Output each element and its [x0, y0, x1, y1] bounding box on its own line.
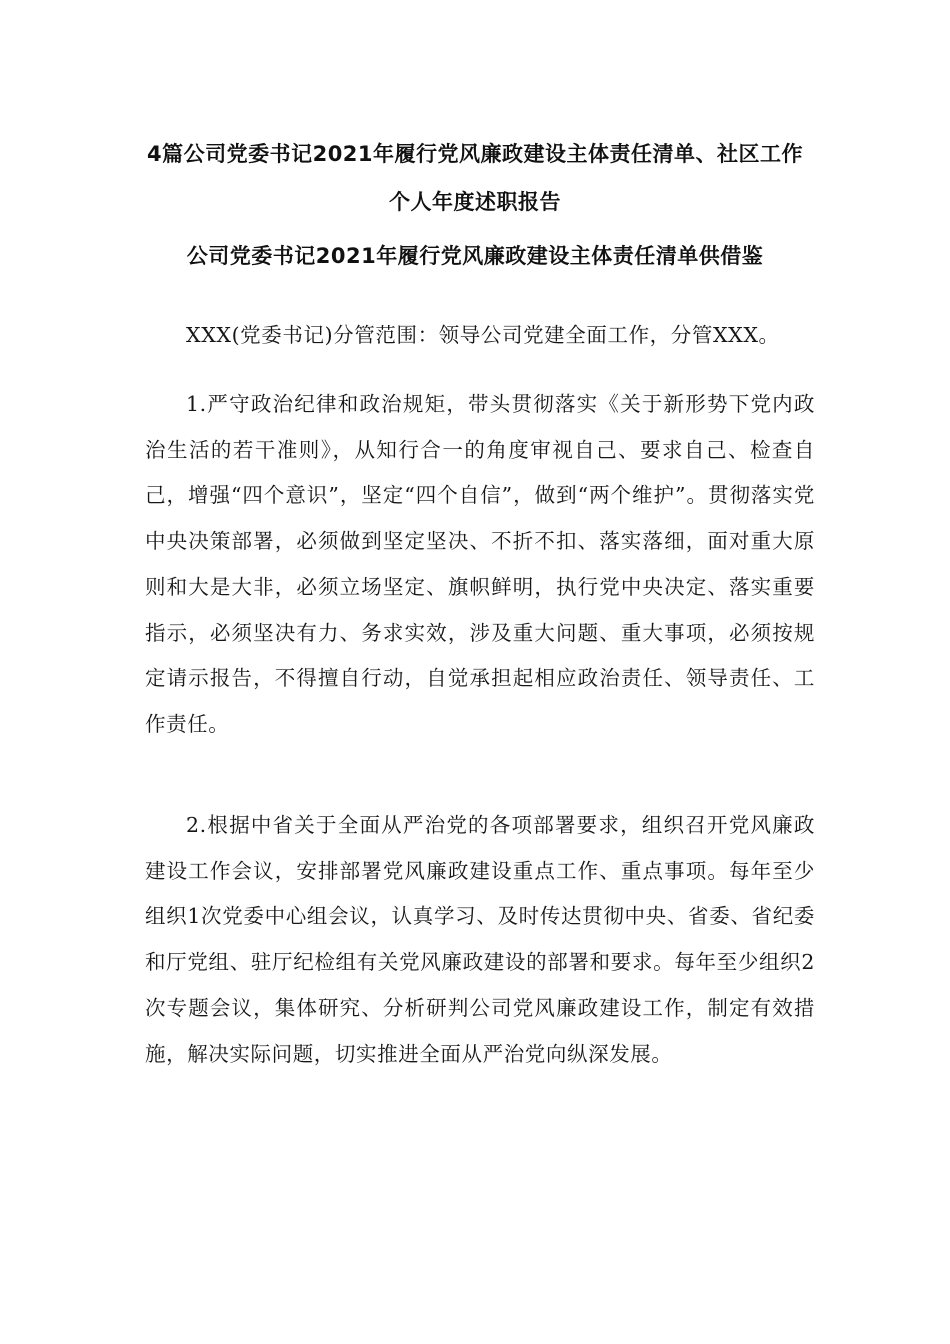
item-paragraph-2 — [145, 803, 815, 1077]
document-sub-title: 公司党委书记2021年履行党风廉政建设主体责任清单供借鉴 — [186, 244, 764, 268]
item-1-text: 1.严守政治纪律和政治规矩，带头贯彻落实《关于新形势下党内政治生活的若干准则》，从知行合一的角度审视自己、要求自己、检查自己，增强“四个意识”，坚定“四个自信”，做到“两个维护”。贯彻落实党中央决策部署，必须做到坚定坚决、不折不扣、落实落细，面对重大原则和大是大非，必须立场坚定、旗帜鲜明，执行党中央决定、落实重要指示，必须坚决有力、务求实效，涉及重大问题、重大事项，必须按规定请示报告，不得擅自行动，自觉承担起相应政治责任、领导责任、工作责任。 — [145, 392, 815, 736]
item-paragraph-1 — [145, 382, 815, 748]
scope-text: XXX(党委书记)分管范围：领导公司党建全面工作，分管XXX。 — [186, 323, 780, 347]
document-main-title: 4篇公司党委书记2021年履行党风廉政建设主体责任清单、社区工作个人年度述职报告 — [146, 142, 804, 214]
item-2-text: 2.根据中省关于全面从严治党的各项部署要求，组织召开党风廉政建设工作会议，安排部署党风廉政建设重点工作、重点事项。每年至少组织1次党委中心组会议，认真学习、及时传达贯彻中央、省委、省纪委和厅党组、驻厅纪检组有关党风廉政建设的部署和要求。每年至少组织2次专题会议，集体研究、分析研判公司党风廉政建设工作，制定有效措施，解决实际问题，切实推进全面从严治党向纵深发展。 — [145, 813, 815, 1066]
scope-paragraph — [145, 313, 815, 359]
